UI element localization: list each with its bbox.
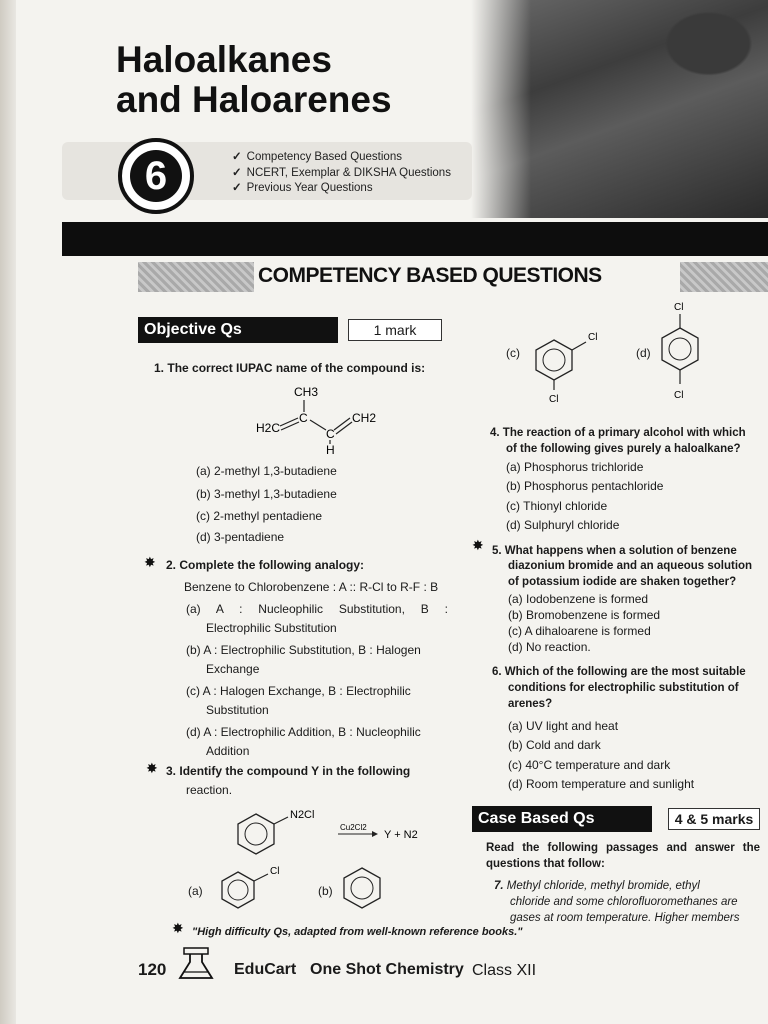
q2-option-a-cont: Electrophilic Substitution: [206, 621, 337, 635]
q3-option-a[interactable]: (a): [188, 884, 203, 898]
case-intro-line1: Read the following passages and answer the: [486, 842, 760, 854]
q3-cl: Cl: [674, 302, 684, 313]
q1-option-b[interactable]: (b) 3-methyl 1,3-butadiene: [196, 487, 337, 501]
q5-line2: diazonium bromide and an aqueous solution: [508, 560, 753, 572]
benzene-ring-icon: [238, 814, 274, 854]
q3-product: Y + N2: [384, 829, 418, 841]
q2-text: Complete the following analogy:: [179, 558, 365, 572]
q1: [154, 360, 425, 376]
q5: [492, 543, 737, 559]
aromatic-circle: [228, 880, 248, 900]
q5-line1: What happens when a solution of benzene: [504, 545, 737, 557]
q2-option-b[interactable]: (b) A : Electrophilic Substitution, B : Halogen: [186, 643, 421, 657]
q3-line1: Identify the compound Y in the following: [179, 764, 411, 778]
q4-option-b[interactable]: (b) Phosphorus pentachloride: [506, 479, 664, 493]
q1-ch2: CH2: [352, 411, 377, 425]
chapter-title-line1: Haloalkanes: [116, 39, 332, 80]
q5-line3: of potassium iodide are shaken together?: [508, 576, 737, 588]
q7-line3: gases at room temperature. Higher members: [510, 912, 740, 924]
q1-number: 1.: [154, 361, 165, 375]
q3-reaction: [226, 800, 426, 860]
chapter-bullet: ✓ Competency Based Questions: [232, 150, 451, 166]
section-pattern-right: [680, 262, 768, 292]
chapter-photo: [471, 0, 768, 218]
q6: [492, 664, 746, 680]
footer-book: One Shot Chemistry: [310, 961, 464, 978]
q2-number: 2.: [166, 558, 177, 572]
aromatic-circle: [351, 877, 373, 899]
chapter-title-line2: and Haloarenes: [116, 79, 392, 120]
aromatic-circle: [543, 349, 565, 371]
difficulty-star-icon: ✸: [472, 537, 484, 553]
q3-bond: [274, 817, 288, 824]
chapter-bullets: [232, 150, 451, 197]
q1-bond: [281, 422, 299, 430]
q2-option-d-cont: Addition: [206, 744, 250, 758]
q7: [494, 878, 700, 894]
q2-analogy: Benzene to Chlorobenzene : A :: R-Cl to R-F : B: [184, 580, 439, 594]
objective-marks: 1 mark: [348, 319, 442, 341]
q5-option-c[interactable]: (c) A dihaloarene is formed: [508, 624, 651, 638]
q4-option-c[interactable]: (c) Thionyl chloride: [506, 499, 608, 513]
q1-text: The correct IUPAC name of the compound is:: [167, 361, 426, 375]
benzene-ring-icon: [344, 868, 380, 908]
case-label: Case Based Qs: [472, 806, 652, 832]
aromatic-circle: [669, 338, 691, 360]
benzene-ring-icon: [662, 328, 698, 370]
q3-line2: reaction.: [186, 783, 233, 797]
q2: [166, 557, 364, 573]
q3-option-a-structure: [214, 862, 294, 912]
difficulty-star-icon: ✸: [172, 920, 184, 936]
q1-option-c[interactable]: (c) 2-methyl pentadiene: [196, 509, 323, 523]
q2-option-d[interactable]: (d) A : Electrophilic Addition, B : Nucleophilic: [186, 725, 421, 739]
section-pattern-left: [138, 262, 254, 292]
q3-bond: [572, 342, 586, 350]
q3-option-c[interactable]: (c): [506, 346, 520, 360]
arrow-head-icon: [372, 831, 378, 837]
q3-option-c-structure: [528, 318, 628, 408]
q1-h2c: H2C: [256, 421, 281, 435]
q3-catalyst: Cu2Cl2: [340, 823, 367, 832]
case-label-bar: [472, 806, 760, 832]
footnote: "High difficulty Qs, adapted from well-known reference books.": [192, 926, 523, 938]
q1-ch3: CH3: [294, 385, 319, 399]
q6-line2: conditions for electrophilic substitution of: [508, 682, 739, 694]
q4-line2: of the following gives purely a haloalkane?: [506, 443, 741, 455]
q6-line3: arenes?: [508, 698, 553, 710]
chapter-number: 6: [130, 150, 182, 202]
q6-option-c[interactable]: (c) 40°C temperature and dark: [508, 758, 671, 772]
q7-line1: Methyl chloride, methyl bromide, ethyl: [506, 880, 700, 892]
q5-option-a[interactable]: (a) Iodobenzene is formed: [508, 592, 649, 606]
header-black-band: [62, 222, 768, 256]
q3-cl: Cl: [549, 394, 559, 405]
section-title: COMPETENCY BASED QUESTIONS: [258, 264, 602, 287]
chapter-bullet: ✓ Previous Year Questions: [232, 181, 451, 197]
q4-option-a[interactable]: (a) Phosphorus trichloride: [506, 460, 644, 474]
page-shadow: [0, 0, 16, 1024]
case-marks: 4 & 5 marks: [668, 808, 760, 830]
page-number: 120: [138, 960, 167, 979]
q3-cl: Cl: [674, 390, 684, 401]
q6-option-b[interactable]: (b) Cold and dark: [508, 738, 601, 752]
flask-cap: [184, 948, 208, 954]
q3-option-b-structure: [338, 862, 388, 912]
q3-option-b[interactable]: (b): [318, 884, 333, 898]
q2-option-a[interactable]: (a) A : Nucleophilic Substitution, B :: [186, 602, 448, 616]
difficulty-star-icon: ✸: [144, 554, 156, 570]
q6-line1: Which of the following are the most suitable: [504, 666, 746, 678]
q5-option-b[interactable]: (b) Bromobenzene is formed: [508, 608, 661, 622]
chapter-number-badge: [118, 138, 194, 214]
aromatic-circle: [245, 823, 267, 845]
q4-line1: The reaction of a primary alcohol with which: [502, 427, 746, 439]
flask-logo-icon: [176, 946, 216, 982]
q1-option-d[interactable]: (d) 3-pentadiene: [196, 530, 285, 544]
q7-line2: chloride and some chlorofluoromethanes are: [510, 896, 738, 908]
difficulty-star-icon: ✸: [146, 760, 158, 776]
footer-class: Class XII: [472, 962, 537, 979]
q1-bond: [336, 422, 352, 434]
q1-structure: [246, 380, 396, 456]
footer-brand: EduCart: [234, 961, 297, 978]
page: [16, 0, 768, 1024]
q4-option-d[interactable]: (d) Sulphuryl chloride: [506, 518, 620, 532]
benzene-ring-icon: [536, 340, 572, 380]
q2-option-c[interactable]: (c) A : Halogen Exchange, B : Electrophilic: [186, 684, 411, 698]
q6-option-a[interactable]: (a) UV light and heat: [508, 719, 619, 733]
q1-c2: C: [326, 427, 335, 441]
q3-number: 3.: [166, 764, 177, 778]
q5-number: 5.: [492, 545, 502, 557]
q3-cl: Cl: [270, 866, 280, 877]
q1-bond: [334, 418, 350, 430]
benzene-ring-icon: [222, 872, 254, 908]
q3-n2cl: N2Cl: [290, 809, 315, 821]
q3-option-d[interactable]: (d): [636, 346, 651, 360]
q3: [166, 763, 410, 779]
chapter-bullet: ✓ NCERT, Exemplar & DIKSHA Questions: [232, 166, 451, 182]
q3-bond: [254, 874, 268, 881]
q4-number: 4.: [490, 427, 500, 439]
q4: [490, 425, 746, 441]
q6-option-d[interactable]: (d) Room temperature and sunlight: [508, 777, 695, 791]
case-intro-line2: questions that follow:: [486, 858, 605, 870]
q5-option-d[interactable]: (d) No reaction.: [508, 640, 591, 654]
q2-option-b-cont: Exchange: [206, 662, 260, 676]
q1-c1: C: [299, 411, 308, 425]
objective-label-bar: [138, 317, 442, 343]
chapter-title: [116, 40, 392, 120]
q1-option-a[interactable]: (a) 2-methyl 1,3-butadiene: [196, 464, 337, 478]
q6-number: 6.: [492, 666, 502, 678]
q1-bond: [310, 420, 326, 430]
q3-cl: Cl: [588, 332, 598, 343]
q1-h: H: [326, 443, 335, 456]
flask-body: [180, 954, 212, 978]
q3-option-d-structure: [656, 298, 716, 408]
section-header: [138, 258, 768, 296]
objective-label: Objective Qs: [138, 317, 338, 343]
q7-number: 7.: [494, 880, 504, 892]
q1-bond: [280, 418, 298, 426]
q2-option-c-cont: Substitution: [206, 703, 269, 717]
